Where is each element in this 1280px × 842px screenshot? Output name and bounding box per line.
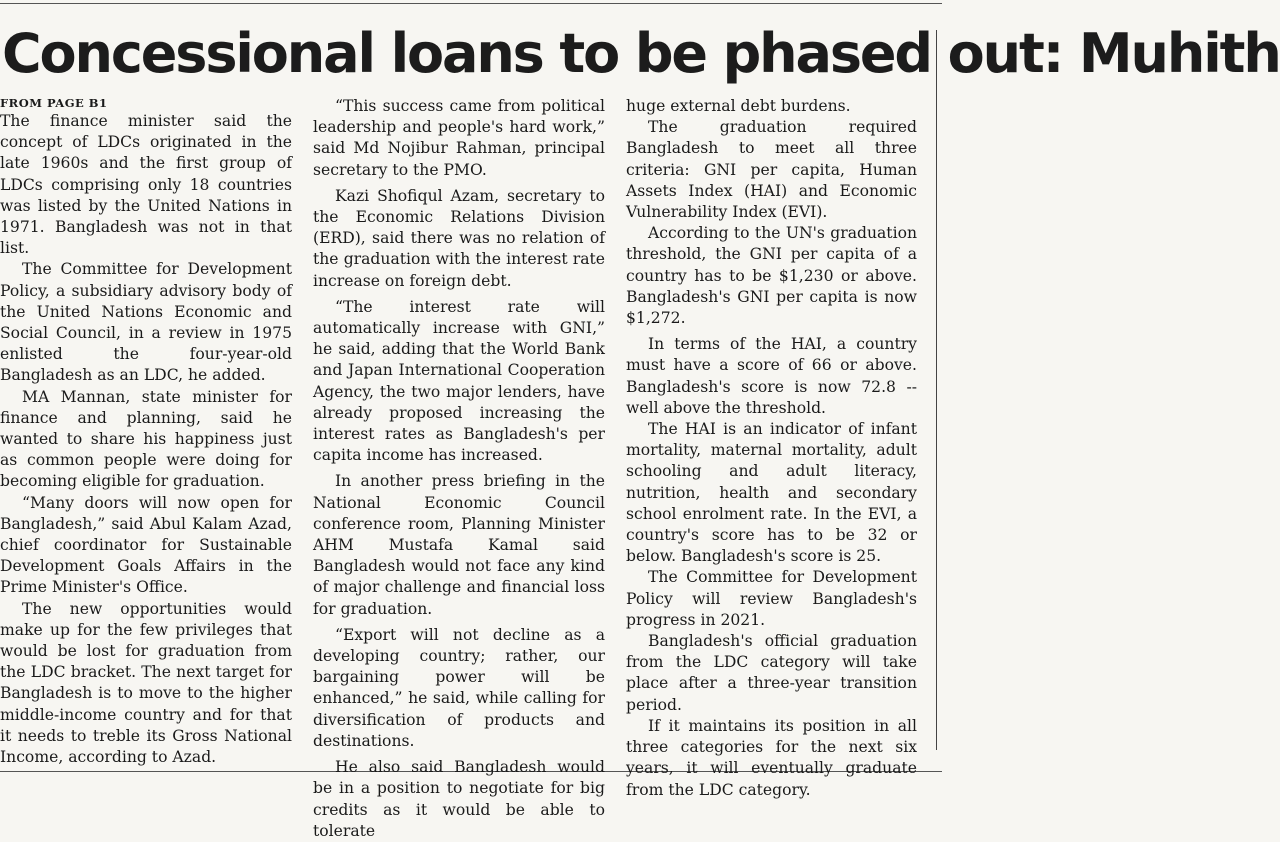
article-column-2	[313, 96, 605, 842]
paragraph: Bangladesh's official graduation from the LDC category will take place after a three-year transition period.	[626, 632, 917, 714]
paragraph: MA Mannan, state minister for finance and planning, said he wanted to share his happiness just as common people were doing for becoming eligible for graduation.	[0, 387, 292, 491]
paragraph: In another press briefing in the National Economic Council conference room, Planning Minister AHM Mustafa Kamal said Bangladesh would not face any kind of major challenge and financial loss for graduation.	[313, 472, 605, 618]
paragraph: According to the UN's graduation threshold, the GNI per capita of a country has to be $1,230 or above. Bangladesh's GNI per capita is now $1,272.	[626, 224, 917, 328]
headline: Concessional loans to be phased out: Muhith	[2, 22, 1280, 85]
paragraph: “Export will not decline as a developing country; rather, our bargaining power will be enhanced,” he said, while calling for diversification of products and destinations.	[313, 625, 605, 750]
continuation-kicker: FROM PAGE B1	[0, 96, 108, 110]
paragraph: huge external debt burdens.	[626, 97, 851, 115]
paragraph: The graduation required Bangladesh to meet all three criteria: GNI per capita, Human Assets Index (HAI) and Economic Vulnerability Index (EVI).	[626, 118, 917, 222]
paragraph: “This success came from political leadership and people's hard work,” said Md Nojibur Rahman, principal secretary to the PMO.	[313, 97, 605, 179]
paragraph: He also said Bangladesh would be in a position to negotiate for big credits as it would be able to tolerate	[313, 758, 605, 840]
article-column-3	[626, 96, 917, 801]
paragraph: “The interest rate will automatically increase with GNI,” he said, adding that the World Bank and Japan International Cooperation Agency, the two major lenders, have already proposed increasing the interest rates as Bangladesh's per capita income has increased.	[313, 297, 605, 465]
paragraph: The HAI is an indicator of infant mortality, maternal mortality, adult schooling and adult literacy, nutrition, health and secondary school enrolment rate. In the EVI, a country's score has to be 32 or below. Bangladesh's score is 25.	[626, 420, 917, 566]
paragraph: Kazi Shofiqul Azam, secretary to the Economic Relations Division (ERD), said there was no relation of the graduation with the interest rate increase on foreign debt.	[313, 186, 605, 290]
paragraph: The Committee for Development Policy, a subsidiary advisory body of the United Nations Economic and Social Council, in a review in 1975 enlisted the four-year-old Bangladesh as an LDC, he added.	[0, 260, 292, 385]
paragraph: The new opportunities would make up for the few privileges that would be lost for graduation from the LDC bracket. The next target for Bangladesh is to move to the higher middle-income country and for that it needs to treble its Gross National Income, according to Azad.	[0, 599, 292, 767]
top-rule	[0, 3, 942, 4]
paragraph: The Committee for Development Policy will review Bangladesh's progress in 2021.	[626, 568, 917, 629]
article-column-1	[0, 96, 292, 768]
paragraph: “Many doors will now open for Bangladesh,” said Abul Kalam Azad, chief coordinator for Sustainable Development Goals Affairs in the Prime Minister's Office.	[0, 493, 292, 597]
paragraph: If it maintains its position in all three categories for the next six years, it will eventually graduate from the LDC category.	[626, 716, 917, 799]
paragraph: The finance minister said the concept of LDCs originated in the late 1960s and the first group of LDCs comprising only 18 countries was listed by the United Nations in 1971. Bangladesh was not in that list.	[0, 112, 292, 258]
right-column-rule	[936, 30, 937, 750]
paragraph: In terms of the HAI, a country must have a score of 66 or above. Bangladesh's score is now 72.8 -- well above the threshold.	[626, 335, 917, 417]
